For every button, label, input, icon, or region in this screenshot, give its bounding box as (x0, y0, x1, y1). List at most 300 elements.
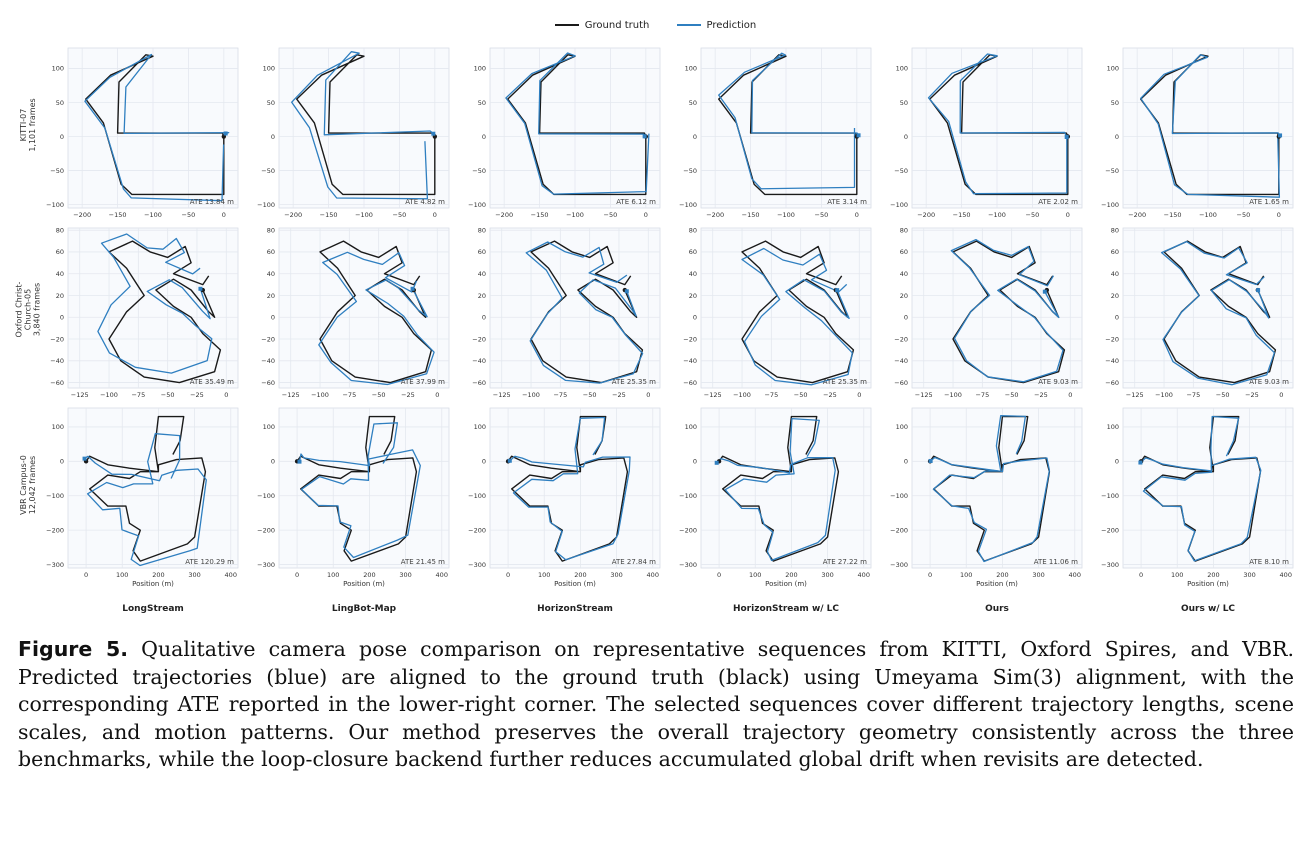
y-tick-label: 100 (1106, 64, 1119, 73)
y-tick-label: 60 (477, 248, 486, 257)
prediction-start-marker (1138, 461, 1142, 465)
trajectory-plot (661, 46, 871, 222)
prediction-start-marker (625, 289, 629, 293)
y-tick-label: 80 (266, 226, 275, 235)
y-tick-label: 0 (59, 132, 64, 141)
x-tick-label: −200 (917, 211, 936, 219)
y-tick-label: −100 (1101, 492, 1119, 501)
x-axis-label: Position (m) (132, 580, 174, 588)
method-label: Ours (985, 604, 1009, 614)
y-tick-label: −50 (261, 166, 275, 175)
y-tick-label: −60 (472, 378, 486, 387)
y-tick-label: −100 (257, 492, 275, 501)
panel-2-5 (1083, 406, 1293, 588)
y-tick-label: 80 (55, 226, 64, 235)
trajectory-plot (450, 46, 660, 222)
x-tick-label: −50 (1215, 391, 1230, 399)
y-tick-label: 0 (1114, 132, 1119, 141)
y-tick-label: 100 (473, 423, 486, 432)
trajectory-plot (239, 226, 449, 402)
x-tick-label: −25 (823, 391, 837, 399)
y-tick-label: −300 (890, 560, 908, 569)
y-tick-label: 80 (899, 226, 908, 235)
y-tick-label: −300 (257, 560, 275, 569)
x-tick-label: 300 (188, 571, 201, 579)
x-tick-label: 0 (1139, 571, 1144, 579)
legend (0, 18, 1311, 31)
y-tick-label: −100 (890, 492, 908, 501)
x-tick-label: −75 (553, 391, 568, 399)
x-tick-label: −125 (914, 391, 933, 399)
y-tick-label: −60 (261, 378, 275, 387)
x-tick-label: −50 (392, 211, 407, 219)
y-tick-label: −200 (890, 526, 908, 535)
ate-label: ATE 25.35 m (822, 378, 867, 386)
x-tick-label: 0 (506, 571, 511, 579)
y-tick-label: −60 (683, 378, 697, 387)
x-tick-label: −150 (1163, 211, 1182, 219)
method-label: HorizonStream w/ LC (732, 604, 840, 614)
panel-0-5 (1083, 46, 1293, 222)
y-tick-label: 40 (1110, 270, 1119, 279)
figure-caption-text: Qualitative camera pose comparison on representative sequences from KITTI, Oxford Spires, and VBR. Predicted trajectories (blue) are aligned to the ground truth (black) using Umeyama Sim(3) alignment, with the corresponding ATE reported in the lower-right corner. The selected sequences cover different trajectory lengths, scene scales, and motion patterns. Our method preserves the overall trajectory geometry consistently across the three benchmarks, while the loop-closure backend further reduces accumulated global drift when revisits are detected. (18, 637, 1294, 771)
x-tick-label: −50 (1004, 391, 1019, 399)
y-tick-label: 50 (55, 98, 64, 107)
prediction-start-marker (224, 131, 228, 135)
y-tick-label: 20 (1110, 291, 1119, 300)
x-tick-label: 0 (1279, 391, 1284, 399)
prediction-start-marker (431, 132, 435, 136)
x-tick-label: −100 (355, 211, 373, 219)
trajectory-plot (1083, 226, 1293, 402)
y-tick-label: −300 (1101, 560, 1119, 569)
row-label-line2: 3,840 frames (32, 282, 42, 337)
panel-2-2 (450, 406, 660, 588)
y-tick-label: −40 (261, 357, 275, 366)
y-tick-label: 80 (688, 226, 697, 235)
y-tick-label: 40 (688, 270, 697, 279)
y-tick-label: −50 (472, 166, 486, 175)
y-tick-label: −20 (894, 335, 908, 344)
prediction-start-marker (835, 288, 839, 292)
panel-1-2 (450, 226, 660, 402)
y-tick-label: −100 (468, 492, 486, 501)
prediction-start-marker (83, 457, 87, 461)
ate-label: ATE 11.06 m (1033, 558, 1078, 566)
y-tick-label: −50 (50, 166, 64, 175)
trajectory-plot (450, 406, 660, 588)
y-tick-label: −200 (679, 526, 697, 535)
x-tick-label: −100 (733, 391, 751, 399)
plot-area (701, 408, 871, 568)
prediction-start-marker (1065, 135, 1069, 139)
method-label: Ours w/ LC (1180, 604, 1236, 614)
y-tick-label: 0 (903, 457, 908, 466)
x-tick-label: −25 (612, 391, 626, 399)
y-tick-label: 100 (895, 64, 908, 73)
ate-label: ATE 35.49 m (189, 378, 234, 386)
trajectory-plot (28, 226, 238, 402)
y-tick-label: 40 (477, 270, 486, 279)
y-tick-label: −200 (1101, 526, 1119, 535)
y-tick-label: −60 (50, 378, 64, 387)
method-label: LongStream (122, 604, 184, 614)
x-tick-label: −75 (131, 391, 146, 399)
y-tick-label: 0 (59, 313, 64, 322)
x-tick-label: 0 (221, 211, 226, 219)
row-label-line2: 12,042 frames (28, 455, 37, 515)
y-tick-label: 0 (481, 457, 486, 466)
x-tick-label: 100 (116, 571, 129, 579)
plot-area (490, 408, 660, 568)
x-tick-label: −100 (1199, 211, 1217, 219)
x-tick-label: −150 (741, 211, 760, 219)
x-tick-label: −25 (1034, 391, 1048, 399)
x-axis-label: Position (m) (1187, 580, 1229, 588)
y-tick-label: 50 (477, 98, 486, 107)
ate-label: ATE 9.03 m (1038, 378, 1078, 386)
y-tick-label: −300 (46, 560, 64, 569)
prediction-start-marker (411, 287, 415, 291)
row-label-line2: 1,101 frames (28, 98, 37, 152)
x-tick-label: 200 (363, 571, 376, 579)
x-tick-label: 400 (435, 571, 448, 579)
x-tick-label: 0 (717, 571, 722, 579)
prediction-start-marker (297, 460, 301, 464)
y-tick-label: −20 (50, 335, 64, 344)
y-tick-label: 50 (899, 98, 908, 107)
y-tick-label: 0 (692, 457, 697, 466)
figure-caption (18, 636, 1294, 774)
x-axis-label: Position (m) (554, 580, 596, 588)
legend-prediction (677, 20, 757, 31)
x-tick-label: 100 (960, 571, 973, 579)
x-tick-label: −150 (530, 211, 549, 219)
trajectory-plot (28, 46, 238, 222)
y-tick-label: 0 (481, 132, 486, 141)
x-tick-label: −200 (73, 211, 92, 219)
plot-area (1123, 408, 1293, 568)
figure-label: Figure 5. (18, 637, 129, 661)
x-tick-label: −50 (814, 211, 829, 219)
panel-1-4 (872, 226, 1082, 402)
x-tick-label: −100 (311, 391, 329, 399)
y-tick-label: −100 (679, 492, 697, 501)
y-tick-label: 100 (262, 64, 275, 73)
y-tick-label: 0 (270, 313, 275, 322)
y-tick-label: 100 (684, 64, 697, 73)
x-tick-label: −200 (495, 211, 514, 219)
y-tick-label: 100 (262, 423, 275, 432)
y-tick-label: 0 (903, 313, 908, 322)
x-tick-label: 0 (224, 391, 229, 399)
legend-prediction-label: Prediction (706, 19, 757, 31)
x-tick-label: −25 (1245, 391, 1259, 399)
x-tick-label: 400 (857, 571, 870, 579)
panel-1-0 (28, 226, 238, 402)
y-tick-label: 0 (270, 457, 275, 466)
trajectory-plot (872, 46, 1082, 222)
y-tick-label: 20 (688, 291, 697, 300)
prediction-start-marker (643, 134, 647, 138)
y-tick-label: 0 (692, 132, 697, 141)
y-tick-label: 80 (477, 226, 486, 235)
prediction-start-marker (929, 459, 933, 463)
y-tick-label: −100 (46, 200, 64, 209)
x-axis-label: Position (m) (976, 580, 1018, 588)
x-tick-label: 300 (1032, 571, 1045, 579)
y-tick-label: 0 (692, 313, 697, 322)
x-tick-label: 400 (646, 571, 659, 579)
x-tick-label: 400 (1068, 571, 1081, 579)
x-tick-label: 0 (854, 211, 859, 219)
x-tick-label: 0 (1276, 211, 1281, 219)
y-tick-label: −20 (261, 335, 275, 344)
y-tick-label: 0 (903, 132, 908, 141)
y-tick-label: 80 (1110, 226, 1119, 235)
y-tick-label: −40 (50, 357, 64, 366)
ate-label: ATE 120.29 m (185, 558, 234, 566)
x-tick-label: −100 (522, 391, 540, 399)
x-tick-label: −150 (108, 211, 127, 219)
x-tick-label: 0 (295, 571, 300, 579)
ate-label: ATE 2.02 m (1038, 198, 1078, 206)
ate-label: ATE 9.03 m (1249, 378, 1289, 386)
trajectory-grid (0, 40, 1311, 610)
trajectory-plot (1083, 46, 1293, 222)
x-tick-label: −50 (181, 211, 196, 219)
x-tick-label: −50 (160, 391, 175, 399)
panel-2-1 (239, 406, 449, 588)
y-tick-label: −100 (679, 200, 697, 209)
y-tick-label: 20 (55, 291, 64, 300)
method-label: HorizonStream (537, 604, 613, 614)
y-tick-label: −300 (468, 560, 486, 569)
x-tick-label: −100 (1155, 391, 1173, 399)
panel-2-4 (872, 406, 1082, 588)
panel-1-3 (661, 226, 871, 402)
y-tick-label: 100 (895, 423, 908, 432)
y-tick-label: 20 (899, 291, 908, 300)
prediction-start-marker (715, 461, 719, 465)
x-axis-label: Position (m) (343, 580, 385, 588)
y-tick-label: −40 (683, 357, 697, 366)
ate-label: ATE 21.45 m (400, 558, 445, 566)
x-tick-label: 200 (996, 571, 1009, 579)
y-tick-label: −100 (890, 200, 908, 209)
y-tick-label: −40 (894, 357, 908, 366)
trajectory-plot (661, 226, 871, 402)
y-tick-label: 0 (481, 313, 486, 322)
x-tick-label: 200 (1207, 571, 1220, 579)
x-tick-label: −100 (566, 211, 584, 219)
x-tick-label: 0 (643, 211, 648, 219)
trajectory-plot (28, 406, 238, 588)
legend-prediction-swatch (677, 24, 701, 26)
x-tick-label: 100 (327, 571, 340, 579)
x-tick-label: 400 (224, 571, 237, 579)
x-tick-label: 0 (1068, 391, 1073, 399)
prediction-start-marker (1043, 290, 1047, 294)
y-tick-label: 50 (266, 98, 275, 107)
y-tick-label: −200 (257, 526, 275, 535)
y-tick-label: −100 (468, 200, 486, 209)
x-tick-label: −50 (371, 391, 386, 399)
panel-0-1 (239, 46, 449, 222)
y-tick-label: 0 (1114, 313, 1119, 322)
x-tick-label: −75 (975, 391, 990, 399)
y-tick-label: 20 (477, 291, 486, 300)
y-tick-label: 0 (1114, 457, 1119, 466)
y-tick-label: −50 (894, 166, 908, 175)
panel-2-0 (28, 406, 238, 588)
x-tick-label: 200 (785, 571, 798, 579)
x-tick-label: −100 (777, 211, 795, 219)
x-tick-label: 300 (610, 571, 623, 579)
prediction-start-marker (198, 287, 202, 291)
y-tick-label: 100 (1106, 423, 1119, 432)
y-tick-label: −100 (46, 492, 64, 501)
x-tick-label: 0 (1065, 211, 1070, 219)
x-tick-label: −100 (100, 391, 118, 399)
ate-label: ATE 25.35 m (611, 378, 656, 386)
x-tick-label: 200 (152, 571, 165, 579)
y-tick-label: −50 (683, 166, 697, 175)
plot-area (912, 408, 1082, 568)
x-tick-label: 0 (432, 211, 437, 219)
ate-label: ATE 6.12 m (616, 198, 656, 206)
x-tick-label: −50 (582, 391, 597, 399)
x-tick-label: −100 (944, 391, 962, 399)
legend-ground-truth-swatch (555, 24, 579, 26)
panel-1-1 (239, 226, 449, 402)
ate-label: ATE 27.84 m (611, 558, 656, 566)
x-tick-label: 100 (538, 571, 551, 579)
x-tick-label: −125 (1125, 391, 1144, 399)
y-tick-label: 60 (266, 248, 275, 257)
prediction-start-marker (508, 459, 512, 463)
x-tick-label: 100 (749, 571, 762, 579)
y-tick-label: −300 (679, 560, 697, 569)
prediction-start-marker (1278, 133, 1282, 137)
panel-0-3 (661, 46, 871, 222)
ate-label: ATE 8.10 m (1249, 558, 1289, 566)
panel-1-5 (1083, 226, 1293, 402)
y-tick-label: 100 (51, 423, 64, 432)
legend-ground-truth (555, 20, 650, 31)
x-axis-label: Position (m) (765, 580, 807, 588)
y-tick-label: −60 (1105, 378, 1119, 387)
y-tick-label: 50 (688, 98, 697, 107)
y-tick-label: 100 (473, 64, 486, 73)
x-tick-label: −25 (190, 391, 204, 399)
trajectory-plot (450, 226, 660, 402)
x-tick-label: 300 (821, 571, 834, 579)
y-tick-label: 40 (899, 270, 908, 279)
row-label-line1: KITTI-07 (19, 108, 28, 142)
y-tick-label: −60 (894, 378, 908, 387)
trajectory-plot (661, 406, 871, 588)
y-tick-label: 40 (55, 270, 64, 279)
y-tick-label: −200 (46, 526, 64, 535)
x-tick-label: −75 (764, 391, 779, 399)
x-tick-label: 300 (399, 571, 412, 579)
y-tick-label: 100 (684, 423, 697, 432)
x-tick-label: −50 (1025, 211, 1040, 219)
trajectory-plot (1083, 406, 1293, 588)
y-tick-label: −50 (1105, 166, 1119, 175)
x-tick-label: −150 (952, 211, 971, 219)
y-tick-label: −20 (472, 335, 486, 344)
panel-2-3 (661, 406, 871, 588)
x-tick-label: −75 (342, 391, 357, 399)
y-tick-label: 60 (55, 248, 64, 257)
x-tick-label: 0 (857, 391, 862, 399)
x-tick-label: −75 (1186, 391, 1201, 399)
prediction-start-marker (1256, 288, 1260, 292)
x-tick-label: −50 (603, 211, 618, 219)
y-tick-label: 0 (59, 457, 64, 466)
y-tick-label: −40 (1105, 357, 1119, 366)
x-tick-label: 0 (435, 391, 440, 399)
x-tick-label: −125 (703, 391, 722, 399)
prediction-start-marker (857, 133, 861, 137)
x-tick-label: −200 (1128, 211, 1147, 219)
x-tick-label: −125 (70, 391, 89, 399)
x-tick-label: −200 (284, 211, 303, 219)
row-label-line1: Oxford Christ-Church-05 (14, 281, 33, 338)
method-label: LingBot-Map (331, 604, 397, 614)
row-label-line1: VBR Campus-0 (19, 455, 28, 515)
ate-label: ATE 1.65 m (1249, 198, 1289, 206)
x-tick-label: −200 (706, 211, 725, 219)
x-tick-label: −25 (401, 391, 415, 399)
y-tick-label: 0 (270, 132, 275, 141)
y-tick-label: 100 (51, 64, 64, 73)
x-tick-label: −100 (988, 211, 1006, 219)
panel-0-4 (872, 46, 1082, 222)
trajectory-plot (239, 406, 449, 588)
y-tick-label: 20 (266, 291, 275, 300)
x-tick-label: −50 (793, 391, 808, 399)
panel-0-2 (450, 46, 660, 222)
trajectory-plot (872, 226, 1082, 402)
y-tick-label: 50 (1110, 98, 1119, 107)
x-tick-label: −100 (144, 211, 162, 219)
trajectory-plot (872, 406, 1082, 588)
y-tick-label: 60 (688, 248, 697, 257)
x-tick-label: −125 (281, 391, 300, 399)
y-tick-label: −200 (468, 526, 486, 535)
ate-label: ATE 27.22 m (822, 558, 867, 566)
panel-0-0 (28, 46, 238, 222)
legend-ground-truth-label: Ground truth (584, 19, 650, 31)
x-tick-label: 0 (84, 571, 89, 579)
x-tick-label: 0 (928, 571, 933, 579)
y-tick-label: −100 (1101, 200, 1119, 209)
x-tick-label: 200 (574, 571, 587, 579)
ate-label: ATE 3.14 m (827, 198, 867, 206)
plot-area (68, 408, 238, 568)
y-tick-label: −40 (472, 357, 486, 366)
y-tick-label: −20 (683, 335, 697, 344)
plot-area (279, 408, 449, 568)
x-tick-label: 0 (646, 391, 651, 399)
y-tick-label: 60 (899, 248, 908, 257)
ate-label: ATE 4.82 m (405, 198, 445, 206)
y-tick-label: 60 (1110, 248, 1119, 257)
x-tick-label: 400 (1279, 571, 1292, 579)
